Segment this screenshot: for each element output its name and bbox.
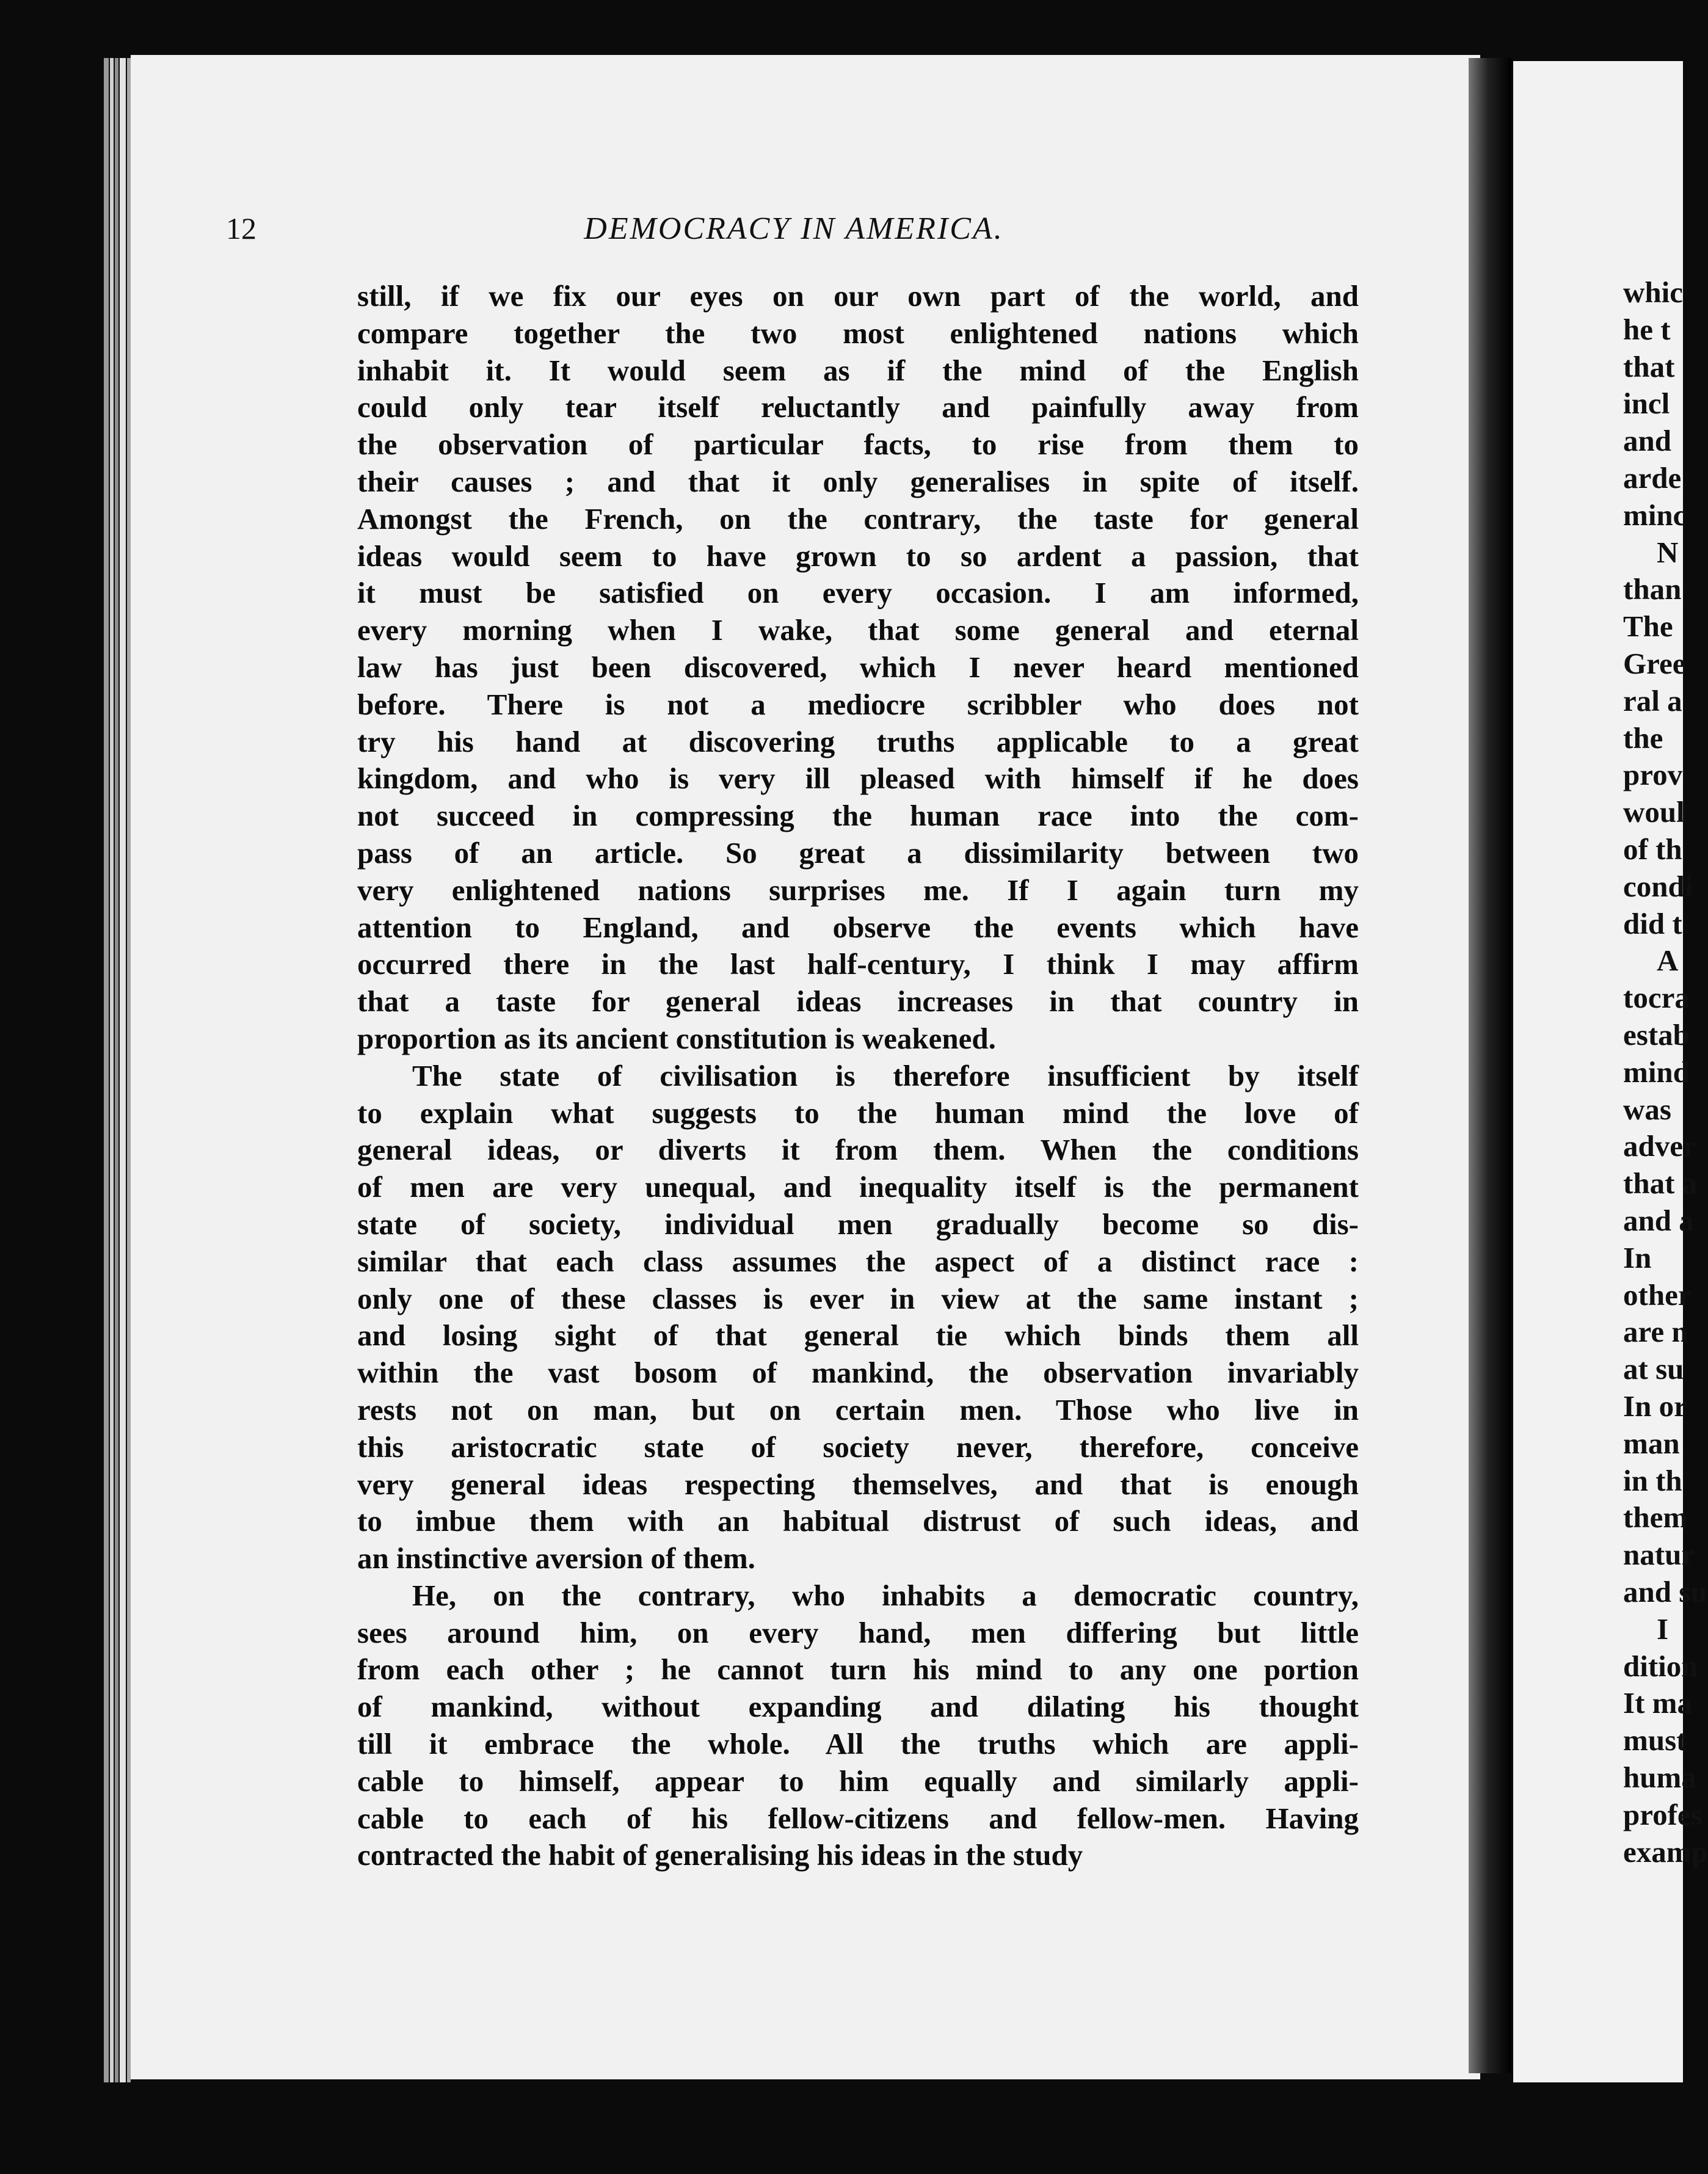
facing-page-fragment: prov (1623, 758, 1683, 792)
page-edge (104, 58, 109, 2082)
facing-page-fragment: woul (1623, 795, 1685, 829)
page-edge (115, 58, 118, 2082)
facing-page-fragment: man (1623, 1426, 1680, 1460)
facing-page-fragment: in th (1623, 1463, 1682, 1497)
text-line: rests not on man, but on certain men. Those who live in (357, 1392, 1359, 1427)
facing-page-fragment: that (1623, 349, 1675, 384)
text-line: The state of civilisation is therefore insufficient by itself (412, 1058, 1359, 1092)
text-line: still, if we fix our eyes on our own part of the world, and (357, 279, 1359, 313)
facing-page-fragment: N (1657, 535, 1679, 569)
text-line: not succeed in compressing the human race into the com- (357, 799, 1359, 833)
facing-page-fragment: incl (1623, 387, 1670, 421)
running-title: DEMOCRACY IN AMERICA. (584, 211, 1004, 246)
text-line: of mankind, without expanding and dilating his thought (357, 1690, 1359, 1724)
text-line: try his hand at discovering truths applicable to a great (357, 724, 1359, 758)
book-page-right (1513, 61, 1708, 2082)
text-line: ideas would seem to have grown to so ardent a passion, that (357, 539, 1359, 573)
text-line: that a taste for general ideas increases in that country in (357, 984, 1359, 1019)
text-line: within the vast bosom of mankind, the observation invariably (357, 1356, 1359, 1390)
text-line: law has just been discovered, which I never heard mentioned (357, 650, 1359, 684)
text-line: occurred there in the last half-century, I think I may affirm (357, 947, 1359, 981)
text-line: compare together the two most enlightened nations which (357, 316, 1359, 350)
facing-page-fragment: tocra (1623, 981, 1690, 1015)
text-line: cable to himself, appear to him equally and similarly appli- (357, 1764, 1359, 1798)
text-line: sees around him, on every hand, men differing but little (357, 1615, 1359, 1649)
text-line: He, on the contrary, who inhabits a democratic country, (412, 1578, 1359, 1612)
facing-page-fragment: are n (1623, 1315, 1688, 1349)
text-line: it must be satisfied on every occasion. I am informed, (357, 576, 1359, 610)
text-line: could only tear itself reluctantly and painfully away from (357, 390, 1359, 424)
paragraph (357, 1577, 1359, 1874)
facing-page-fragment: In or (1623, 1389, 1687, 1423)
facing-page-fragment: A (1657, 943, 1679, 978)
facing-page-fragment: did t (1623, 906, 1682, 940)
text-line: similar that each class assumes the aspect of a distinct race : (357, 1244, 1359, 1278)
text-line: very enlightened nations surprises me. If I again turn my (357, 873, 1359, 907)
text-line: only one of these classes is ever in view at the same instant ; (357, 1281, 1359, 1315)
text-line: of men are very unequal, and inequality itself is the permanent (357, 1170, 1359, 1204)
facing-page-fragment: huma (1623, 1761, 1696, 1794)
text-line: from each other ; he cannot turn his mind to any one portion (357, 1652, 1359, 1687)
facing-page-fragment: estab (1623, 1018, 1690, 1052)
facing-page-fragment: the (1623, 721, 1663, 755)
text-line: attention to England, and observe the events which have (357, 910, 1359, 944)
facing-page-fragment: natur (1623, 1538, 1695, 1572)
facing-page-fragment: and a (1623, 1204, 1694, 1237)
text-line: this aristocratic state of society never, therefore, conceive (357, 1430, 1359, 1464)
facing-page-fragment: dition (1623, 1649, 1698, 1683)
page-number: 12 (226, 211, 256, 245)
text-line: the observation of particular facts, to rise from them to (357, 427, 1359, 462)
facing-page-fragment: whic (1623, 275, 1683, 309)
text-line: kingdom, and who is very ill pleased with himself if he does (357, 762, 1359, 796)
page-header (226, 211, 1362, 260)
text-line: cable to each of his fellow-citizens and fellow-men. Having (357, 1801, 1359, 1835)
facing-page-fragment: than (1623, 572, 1682, 606)
text-line: their causes ; and that it only generalises in spite of itself. (357, 464, 1359, 498)
facing-page-fragment: them (1623, 1500, 1688, 1535)
facing-page-fragment: he t (1623, 312, 1671, 346)
facing-page-fragment: adver (1623, 1129, 1696, 1163)
facing-page-fragment: must (1623, 1723, 1687, 1758)
text-line: before. There is not a mediocre scribbler who does not (357, 687, 1359, 721)
text-line: inhabit it. It would seem as if the mind of the English (357, 353, 1359, 387)
facing-page-fragment: examp (1623, 1834, 1708, 1869)
text-line: pass of an article. So great a dissimilarity between two (357, 835, 1359, 870)
text-line: Amongst the French, on the contrary, the taste for general (357, 501, 1359, 536)
facing-page-fragment: condi (1623, 869, 1693, 903)
paragraph (357, 278, 1359, 1058)
facing-page-fragment: ral a (1623, 683, 1682, 718)
facing-page-fragment: that a (1623, 1166, 1698, 1201)
text-line: very general ideas respecting themselves, and that is enough (357, 1467, 1359, 1501)
text-line: an instinctive aversion of them. (357, 1541, 755, 1576)
facing-page-fragment: In (1623, 1240, 1652, 1274)
page-edge (120, 58, 126, 2082)
facing-page-fragment: at su (1623, 1352, 1684, 1386)
facing-page-fragment: I (1657, 1612, 1669, 1646)
facing-page-fragment: and su (1623, 1575, 1707, 1609)
facing-page-fragment: profes (1623, 1797, 1703, 1831)
text-line: to explain what suggests to the human mind the love of (357, 1096, 1359, 1130)
text-line: every morning when I wake, that some general and eternal (357, 613, 1359, 647)
text-line: and losing sight of that general tie which binds them all (357, 1318, 1359, 1353)
facing-page-fragment: and (1623, 424, 1672, 458)
book-gutter (1469, 58, 1511, 2073)
facing-page-fragment: Gree (1623, 647, 1686, 680)
text-line: proportion as its ancient constitution is weakened. (357, 1021, 996, 1055)
facing-page-fragment: arde (1623, 461, 1682, 495)
facing-page-fragment: The (1623, 609, 1673, 644)
facing-page-fragment: minc (1623, 498, 1687, 532)
facing-page-fragment: other (1623, 1278, 1692, 1312)
text-line: general ideas, or diverts it from them. When the conditions (357, 1133, 1359, 1167)
text-line: to imbue them with an habitual distrust of such ideas, and (357, 1504, 1359, 1538)
paragraph (357, 1058, 1359, 1577)
facing-page-fragment: It ma (1623, 1686, 1692, 1720)
text-line: till it embrace the whole. All the truths which are appli- (357, 1727, 1359, 1761)
facing-page-fragment: was (1623, 1092, 1671, 1126)
facing-page-fragment: of th (1623, 832, 1682, 866)
facing-page-fragment: mind (1623, 1055, 1690, 1089)
page-edge (110, 58, 114, 2082)
body-text (357, 278, 1359, 1874)
text-line: state of society, individual men gradually become so dis- (357, 1207, 1359, 1241)
text-line: contracted the habit of generalising his ideas in the study (357, 1838, 1083, 1872)
